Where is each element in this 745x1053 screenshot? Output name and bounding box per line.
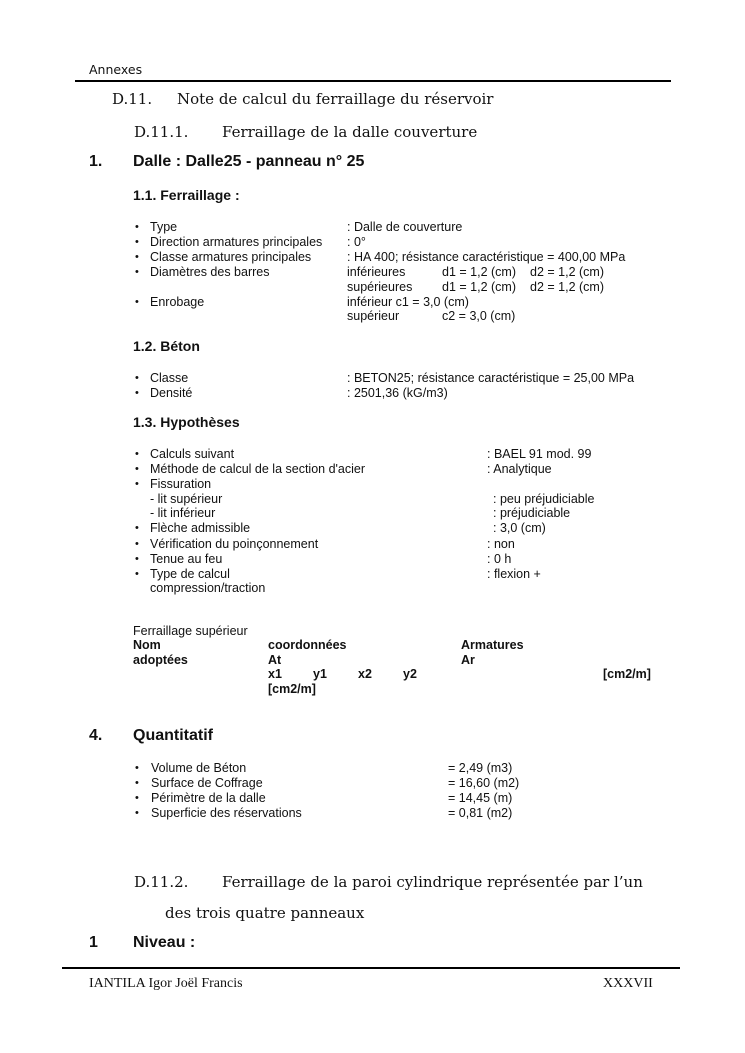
bullet-icon: • [135, 448, 139, 460]
ferr-sup-d1: d1 = 1,2 (cm) [442, 280, 516, 294]
hyp-type-calc-label: Type de calcul [150, 567, 230, 581]
bullet-icon: • [135, 522, 139, 534]
quant-surface-label: Surface de Coffrage [151, 776, 263, 790]
beton-title: 1.2. Béton [133, 338, 200, 354]
quant-perimetre-label: Périmètre de la dalle [151, 791, 266, 805]
section-d11-number: D.11. [112, 90, 153, 108]
hyp-methode-label: Méthode de calcul de la section d'acier [150, 462, 366, 476]
ferr-sup-col-x1: x1 [268, 667, 282, 681]
bullet-icon: • [135, 792, 139, 804]
ferr-classe-value: : HA 400; résistance caractéristique = 400,00 MPa [347, 250, 626, 264]
ferr-type-value: : Dalle de couverture [347, 220, 463, 234]
ferr-sup-label: supérieures [347, 280, 413, 294]
ferr-sup-unit-1: [cm2/m] [603, 667, 651, 681]
ferr-enrobage-label: Enrobage [150, 295, 205, 309]
bullet-icon: • [135, 553, 139, 565]
hyp-feu-label: Tenue au feu [150, 552, 223, 566]
ferr-inf-d2: d2 = 1,2 (cm) [530, 265, 604, 279]
beton-densite-value: : 2501,36 (kG/m3) [347, 386, 448, 400]
section-d112-title-line1: Ferraillage de la paroi cylindrique représentée par l’un [222, 873, 643, 891]
page-header: Annexes [89, 62, 143, 77]
bullet-icon: • [135, 807, 139, 819]
hyp-fleche-value: : 3,0 (cm) [493, 521, 546, 535]
ferr-sup-d2: d2 = 1,2 (cm) [530, 280, 604, 294]
bullet-icon: • [135, 387, 139, 399]
dalle-number: 1. [89, 153, 103, 170]
quant-volume-label: Volume de Béton [151, 761, 247, 775]
section-d112-number: D.11.2. [134, 873, 189, 891]
hyp-type-calc-label-2: compression/traction [150, 581, 266, 595]
ferr-sup-col-nom: Nom [133, 638, 161, 652]
header-rule [75, 80, 671, 82]
bullet-icon: • [135, 538, 139, 550]
ferr-sup-col-at: At [268, 653, 282, 667]
ferr-direction-label: Direction armatures principales [150, 235, 323, 249]
bullet-icon: • [135, 568, 139, 580]
bullet-icon: • [135, 251, 139, 263]
section-d111-title: Ferraillage de la dalle couverture [222, 123, 478, 141]
hyp-verif-value: : non [487, 537, 515, 551]
quant-superficie-value: = 0,81 (m2) [448, 806, 513, 820]
niveau-number: 1 [89, 934, 98, 951]
beton-densite-label: Densité [150, 386, 193, 400]
quant-superficie-label: Superficie des réservations [151, 806, 302, 820]
bullet-icon: • [135, 296, 139, 308]
bullet-icon: • [135, 777, 139, 789]
bullet-icon: • [135, 266, 139, 278]
dalle-title: Dalle : Dalle25 - panneau n° 25 [133, 153, 365, 170]
hyp-fleche-label: Flèche admissible [150, 521, 251, 535]
hyp-lit-sup-label: - lit supérieur [150, 492, 223, 506]
bullet-icon: • [135, 463, 139, 475]
footer-rule [62, 967, 680, 969]
bullet-icon: • [135, 478, 139, 490]
quantitatif-number: 4. [89, 727, 103, 744]
bullet-icon: • [135, 236, 139, 248]
bullet-icon: • [135, 372, 139, 384]
hyp-calculs-label: Calculs suivant [150, 447, 235, 461]
ferr-diametres-label: Diamètres des barres [150, 265, 270, 279]
footer-author: IANTILA Igor Joël Francis [89, 976, 243, 991]
hyp-lit-inf-label: - lit inférieur [150, 506, 216, 520]
ferr-type-label: Type [150, 220, 178, 234]
quant-surface-value: = 16,60 (m2) [448, 776, 520, 790]
bullet-icon: • [135, 762, 139, 774]
ferr-inf-label: inférieures [347, 265, 406, 279]
ferr-sup-col-x2: x2 [358, 667, 372, 681]
ferr-sup-col-adoptees: adoptées [133, 653, 188, 667]
ferr-sup-col-y2: y2 [403, 667, 417, 681]
ferr-inf-d1: d1 = 1,2 (cm) [442, 265, 516, 279]
ferr-sup-unit-2: [cm2/m] [268, 682, 316, 696]
ferr-sup-title: Ferraillage supérieur [133, 624, 248, 638]
quant-volume-value: = 2,49 (m3) [448, 761, 513, 775]
hyp-calculs-value: : BAEL 91 mod. 99 [487, 447, 592, 461]
section-d112-title-line2: des trois quatre panneaux [165, 904, 365, 922]
hyp-type-calc-value: : flexion + [487, 567, 541, 581]
ferr-sup-col-ar: Ar [461, 653, 475, 667]
hyp-lit-inf-value: : préjudiciable [493, 506, 571, 520]
bullet-icon: • [135, 221, 139, 233]
beton-classe-value: : BETON25; résistance caractéristique = 25,00 MPa [347, 371, 635, 385]
quant-perimetre-value: = 14,45 (m) [448, 791, 513, 805]
quantitatif-title: Quantitatif [133, 727, 213, 744]
footer-page-number: XXXVII [603, 976, 653, 991]
ferr-enrobage-inf: inférieur c1 = 3,0 (cm) [347, 295, 469, 309]
niveau-title: Niveau : [133, 934, 196, 951]
ferr-enrobage-sup-label: supérieur [347, 309, 400, 323]
ferr-direction-value: : 0° [347, 235, 366, 249]
section-d11-title: Note de calcul du ferraillage du réservoir [177, 90, 494, 108]
section-d111-number: D.11.1. [134, 123, 189, 141]
hyp-feu-value: : 0 h [487, 552, 512, 566]
ferr-sup-col-coordonnees: coordonnées [268, 638, 347, 652]
hyp-fissuration-label: Fissuration [150, 477, 212, 491]
hyp-lit-sup-value: : peu préjudiciable [493, 492, 595, 506]
ferraillage-title: 1.1. Ferraillage : [133, 187, 240, 203]
ferr-classe-label: Classe armatures principales [150, 250, 312, 264]
beton-classe-label: Classe [150, 371, 189, 385]
hypotheses-title: 1.3. Hypothèses [133, 414, 240, 430]
ferr-sup-col-y1: y1 [313, 667, 327, 681]
ferr-sup-col-armatures: Armatures [461, 638, 524, 652]
hyp-verif-label: Vérification du poinçonnement [150, 537, 319, 551]
ferr-enrobage-sup-value: c2 = 3,0 (cm) [442, 309, 516, 323]
hyp-methode-value: : Analytique [487, 462, 552, 476]
